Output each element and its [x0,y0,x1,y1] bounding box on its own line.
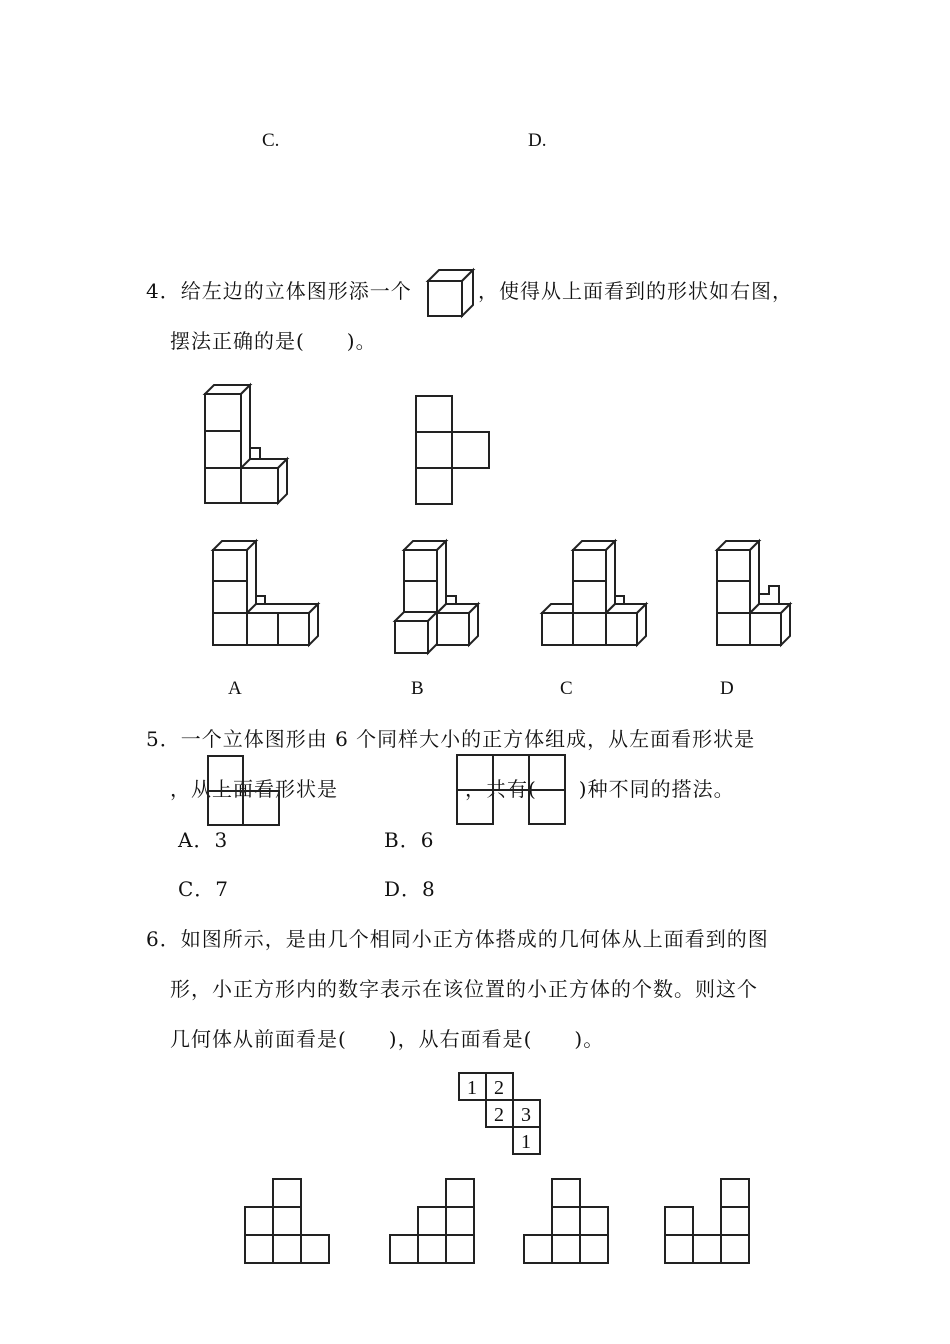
q4-option-a-label: A [228,678,242,699]
q4-line1-b: ，使得从上面看到的形状如右图， [478,279,793,303]
grid-number: 3 [521,1104,531,1126]
q5-choice-b: B．6 [384,828,435,852]
q4-option-c-figure [538,538,653,648]
q6-line1: 6．如图所示，是由几个相同小正方体搭成的几何体从上面看到的图 [146,927,769,951]
q5-left-view [206,754,282,828]
q4-top-view [414,394,494,506]
q5-choice-a: A．3 [178,828,229,852]
q4-option-b-figure [390,538,490,658]
q5-line2-b: ，共有( )种不同的搭法。 [465,777,735,801]
grid-number: 2 [494,1077,504,1099]
q4-option-c-label: C [560,678,573,699]
grid-number: 1 [521,1131,531,1153]
option-d-label: D. [528,130,547,151]
q6-view-option-1 [243,1177,333,1267]
q4-solid-figure [200,380,300,510]
q6-line3: 几何体从前面看是( )，从右面看是( )。 [170,1027,605,1051]
option-c-label: C. [262,130,280,151]
q4-line1-a: 4．给左边的立体图形添一个 [146,279,412,303]
q4-option-d-figure [713,538,798,648]
grid-number: 2 [494,1104,504,1126]
grid-number: 1 [467,1077,477,1099]
cube-icon [426,268,476,318]
q4-option-d-label: D [720,678,734,699]
q6-view-option-4 [663,1177,753,1267]
q6-top-view-grid [457,1071,543,1157]
q4-option-a-figure [210,538,325,648]
q5-choice-d: D．8 [384,877,436,901]
q5-top-view [455,753,569,827]
q5-line2-a: ，从上面看形状是 [170,777,338,801]
q4-option-b-label: B [411,678,424,699]
q6-view-option-2 [388,1177,478,1267]
q5-choice-c: C．7 [178,877,230,901]
q6-line2: 形，小正方形内的数字表示在该位置的小正方体的个数。则这个 [170,977,758,1001]
q5-line1: 5．一个立体图形由 6 个同样大小的正方体组成，从左面看形状是 [146,727,756,751]
q4-line2: 摆法正确的是( )。 [170,329,377,353]
q6-view-option-3 [522,1177,612,1267]
